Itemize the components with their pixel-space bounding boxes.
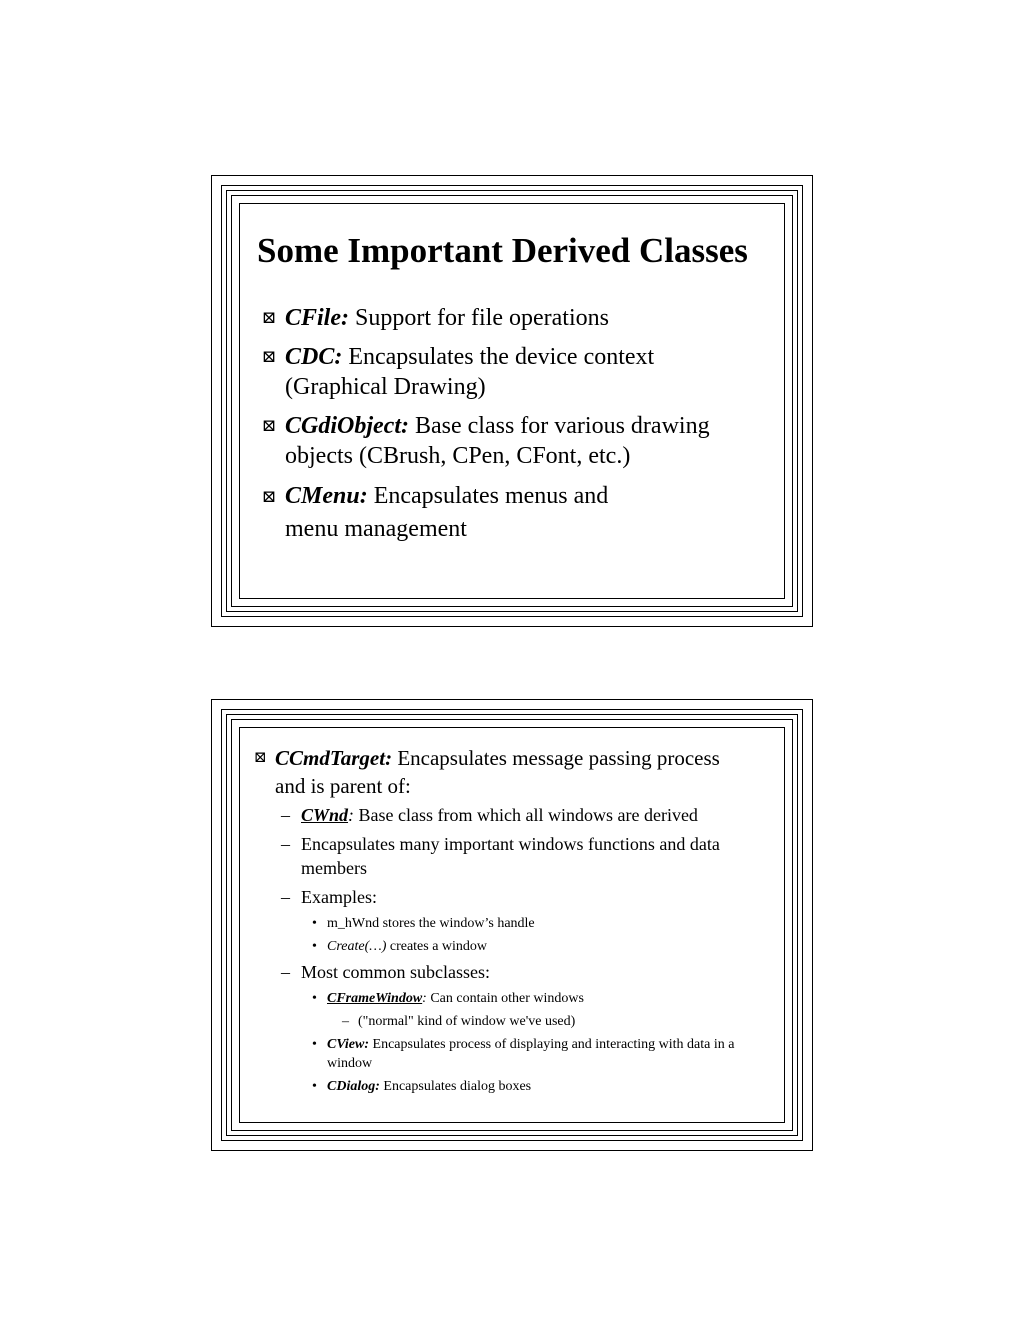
dot-bullet: •: [312, 991, 317, 1006]
checkbox-x-icon: ⊠: [262, 347, 277, 366]
sub-item-subclasses: [254, 960, 774, 984]
class-description: Encapsulates menus and: [367, 483, 609, 509]
sub-item-cwnd: [254, 803, 774, 827]
sub-item-functions: [254, 832, 774, 880]
example-item: [254, 914, 774, 933]
class-name: CFrameWindow: [327, 991, 423, 1006]
class-description: Support for file operations: [349, 305, 609, 331]
dash-bullet: –: [281, 805, 290, 825]
class-description: Encapsulates dialog boxes: [379, 1079, 532, 1094]
item-text: Examples:: [301, 887, 377, 907]
item-text: m_hWnd stores the window’s handle: [327, 916, 535, 931]
class-list: [262, 303, 762, 555]
subclass-note: [254, 1012, 774, 1031]
dot-bullet: •: [312, 939, 317, 954]
subclass-item-cdialog: [254, 1077, 774, 1096]
class-description-cont: and is parent of:: [275, 774, 411, 798]
dot-bullet: •: [312, 1079, 317, 1094]
colon: :: [422, 991, 427, 1006]
checkbox-x-icon: ⊠: [254, 750, 267, 766]
sub-item-examples: [254, 885, 774, 909]
example-item: [254, 937, 774, 956]
list-item-cdc: [262, 342, 762, 402]
item-text: Most common subclasses:: [301, 962, 490, 982]
item-text: Encapsulates many important windows functions and data members: [301, 834, 720, 878]
class-name: CDC:: [285, 344, 343, 370]
item-text: creates a window: [386, 939, 488, 954]
subclass-item-cview: [254, 1035, 774, 1073]
class-name: CDialog:: [327, 1079, 380, 1094]
list-item-cgdiobject: [262, 411, 762, 471]
class-description: Encapsulates the device context: [342, 344, 655, 370]
checkbox-x-icon: ⊠: [262, 487, 277, 506]
dot-bullet: •: [312, 1037, 317, 1052]
item-text: ("normal" kind of window we've used): [358, 1014, 576, 1029]
list-item-cmenu: [262, 480, 762, 546]
class-name: CMenu:: [285, 483, 368, 509]
class-description: Can contain other windows: [426, 991, 584, 1006]
class-name: CView:: [327, 1037, 370, 1052]
class-name: CGdiObject:: [285, 413, 409, 439]
list-item-ccmdtarget: [254, 744, 774, 800]
dash-bullet: –: [281, 962, 290, 982]
subclass-item-cframewindow: [254, 989, 774, 1008]
class-name: CCmdTarget:: [275, 746, 393, 770]
slide-2: [211, 699, 813, 1151]
class-description-cont: menu management: [285, 516, 467, 542]
class-name: CFile:: [285, 305, 349, 331]
class-description: Encapsulates message passing process: [392, 746, 720, 770]
list-item-cfile: [262, 303, 762, 333]
checkbox-x-icon: ⊠: [262, 308, 277, 327]
slide-title: Some Important Derived Classes: [257, 231, 748, 270]
dash-bullet: –: [342, 1014, 349, 1029]
dash-bullet: –: [281, 834, 290, 854]
class-description-cont: (Graphical Drawing): [285, 374, 486, 400]
class-description-cont: objects (CBrush, CPen, CFont, etc.): [285, 443, 631, 469]
class-description: Base class for various drawing: [408, 413, 710, 439]
slide-content: [254, 744, 774, 1100]
class-name: CWnd: [301, 805, 349, 825]
method-name: Create(…): [327, 939, 387, 954]
dash-bullet: –: [281, 887, 290, 907]
class-description: Encapsulates process of displaying and interacting with data in a window: [327, 1037, 735, 1071]
dot-bullet: •: [312, 916, 317, 931]
colon: :: [348, 805, 355, 825]
class-description: Base class from which all windows are derived: [354, 805, 698, 825]
checkbox-x-icon: ⊠: [262, 416, 277, 435]
slide-1: [211, 175, 813, 627]
